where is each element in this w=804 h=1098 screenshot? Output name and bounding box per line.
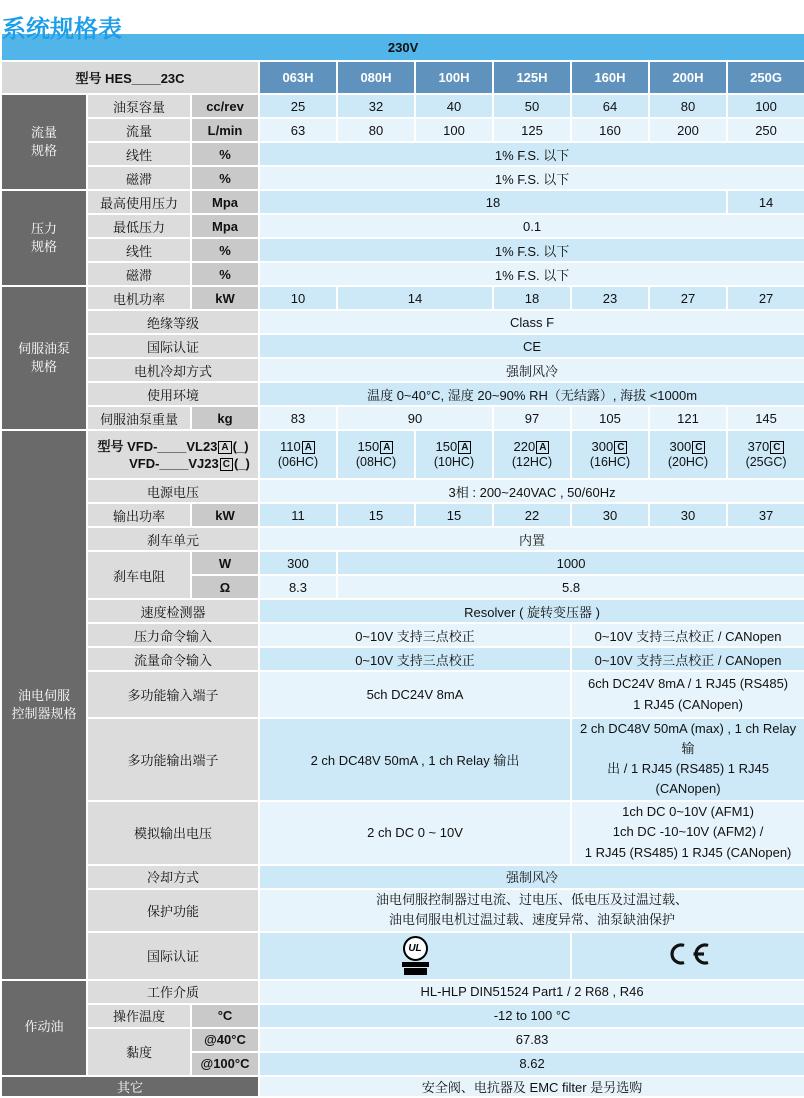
value-cell: 15 <box>337 503 415 527</box>
unit-pump-weight: kg <box>191 406 259 430</box>
value-cell: 200 <box>649 118 727 142</box>
drive-model-cell: 150 A (08HC) <box>337 430 415 479</box>
boxed-letter: A <box>380 441 393 454</box>
row-analog-output <box>1 801 804 865</box>
row-pressure-linearity <box>1 238 804 262</box>
value-cell: 0~10V 支持三点校正 <box>259 623 571 647</box>
value-cell: 1% F.S. 以下 <box>259 238 804 262</box>
value-cell: 64 <box>571 94 649 118</box>
value-cell: 50 <box>493 94 571 118</box>
category-hydraulic-oil: 作动油 <box>1 980 87 1076</box>
value-cell: 11 <box>259 503 337 527</box>
row-flow-rate <box>1 118 804 142</box>
row-output-power <box>1 503 804 527</box>
model-header-row <box>1 61 804 94</box>
value-cell: 5ch DC24V 8mA <box>259 671 571 718</box>
value-cell: CE <box>259 334 804 358</box>
drive-model-cell: 300 C (16HC) <box>571 430 649 479</box>
row-min-pressure <box>1 214 804 238</box>
value-cell: 145 <box>727 406 804 430</box>
value-cell: 300 <box>259 551 337 575</box>
value-cell: 1% F.S. 以下 <box>259 166 804 190</box>
value-cell: 8.3 <box>259 575 337 599</box>
label-flow-linearity: 线性 <box>87 142 191 166</box>
label-speed-detector: 速度检测器 <box>87 599 259 623</box>
unit-flow-rate: L/min <box>191 118 259 142</box>
label-motor-cooling: 电机冷却方式 <box>87 358 259 382</box>
row-multi-input <box>1 671 804 718</box>
unit-pressure-hysteresis: % <box>191 262 259 286</box>
label-brake-unit: 刹车单元 <box>87 527 259 551</box>
value-cell: 100 <box>415 118 493 142</box>
label-pressure-command: 压力命令输入 <box>87 623 259 647</box>
unit-brake-resistor-w: W <box>191 551 259 575</box>
row-protection <box>1 889 804 932</box>
value-cell <box>259 932 571 980</box>
value-cell: 97 <box>493 406 571 430</box>
row-max-pressure <box>1 190 804 214</box>
unit-brake-resistor-ohm: Ω <box>191 575 259 599</box>
unit-flow-linearity: % <box>191 142 259 166</box>
column-header-160h: 160H <box>571 61 649 94</box>
value-cell: 100 <box>727 94 804 118</box>
boxed-letter: A <box>536 441 549 454</box>
value-cell: 0~10V 支持三点校正 / CANopen <box>571 647 804 671</box>
value-cell: 10 <box>259 286 337 310</box>
value-cell: 37 <box>727 503 804 527</box>
row-operating-temp <box>1 1004 804 1028</box>
row-environment <box>1 382 804 406</box>
category-controller-specs: 油电伺服 控制器规格 <box>1 430 87 980</box>
label-pump-weight: 伺服油泵重量 <box>87 406 191 430</box>
value-cell: 32 <box>337 94 415 118</box>
column-header-200h: 200H <box>649 61 727 94</box>
row-pressure-command <box>1 623 804 647</box>
label-protection: 保护功能 <box>87 889 259 932</box>
unit-max-pressure: Mpa <box>191 190 259 214</box>
label-controller-cooling: 冷却方式 <box>87 865 259 889</box>
value-cell: 1% F.S. 以下 <box>259 262 804 286</box>
unit-pump-capacity: cc/rev <box>191 94 259 118</box>
row-working-medium <box>1 980 804 1004</box>
boxed-letter: A <box>458 441 471 454</box>
value-cell: 25 <box>259 94 337 118</box>
drive-model-cell: 150 A (10HC) <box>415 430 493 479</box>
row-supply-voltage <box>1 479 804 503</box>
boxed-letter: A <box>302 441 315 454</box>
value-cell: 18 <box>259 190 727 214</box>
unit-flow-hysteresis: % <box>191 166 259 190</box>
row-motor-cooling <box>1 358 804 382</box>
label-flow-command: 流量命令输入 <box>87 647 259 671</box>
value-cell: 27 <box>649 286 727 310</box>
value-cell: 安全阀、电抗器及 EMC filter 是另选购 <box>259 1076 804 1097</box>
row-pump-weight <box>1 406 804 430</box>
value-cell: 14 <box>727 190 804 214</box>
value-cell: 1% F.S. 以下 <box>259 142 804 166</box>
label-multi-output: 多功能输出端子 <box>87 718 259 801</box>
label-pump-capacity: 油泵容量 <box>87 94 191 118</box>
boxed-letter: A <box>218 441 231 454</box>
row-others <box>1 1076 804 1097</box>
row-speed-detector <box>1 599 804 623</box>
row-pump-certification <box>1 334 804 358</box>
value-cell: 22 <box>493 503 571 527</box>
unit-motor-power: kW <box>191 286 259 310</box>
label-drive-model: 型号 VFD-____VL23 A (_) VFD-____VJ23 C (_) <box>87 430 259 479</box>
value-cell: Resolver ( 旋转变压器 ) <box>259 599 804 623</box>
value-cell: 0.1 <box>259 214 804 238</box>
value-cell: 5.8 <box>337 575 804 599</box>
value-cell: 温度 0~40°C, 湿度 20~90% RH（无结露）, 海拔 <1000m <box>259 382 804 406</box>
label-controller-certification: 国际认证 <box>87 932 259 980</box>
unit-pressure-linearity: % <box>191 238 259 262</box>
drive-model-cell: 220 A (12HC) <box>493 430 571 479</box>
value-cell: 2 ch DC48V 50mA (max) , 1 ch Relay 输 出 / 1 RJ45 (RS485) 1 RJ45 (CANopen) <box>571 718 804 801</box>
value-cell: 80 <box>649 94 727 118</box>
voltage-header: 230V <box>1 33 804 61</box>
value-cell: 121 <box>649 406 727 430</box>
value-cell: 63 <box>259 118 337 142</box>
category-servo-pump-specs: 伺服油泵 规格 <box>1 286 87 430</box>
label-output-power: 输出功率 <box>87 503 191 527</box>
row-flow-linearity <box>1 142 804 166</box>
value-cell: HL-HLP DIN51524 Part1 / 2 R68 , R46 <box>259 980 804 1004</box>
column-header-100h: 100H <box>415 61 493 94</box>
label-supply-voltage: 电源电压 <box>87 479 259 503</box>
value-cell: 8.62 <box>259 1052 804 1076</box>
row-insulation <box>1 310 804 334</box>
value-cell: 23 <box>571 286 649 310</box>
row-brake-unit <box>1 527 804 551</box>
value-cell: 1ch DC 0~10V (AFM1) 1ch DC -10~10V (AFM2) / 1 RJ45 (RS485) 1 RJ45 (CANopen) <box>571 801 804 865</box>
value-cell: 0~10V 支持三点校正 <box>259 647 571 671</box>
value-cell: 27 <box>727 286 804 310</box>
value-cell: 强制风冷 <box>259 358 804 382</box>
value-cell: 90 <box>337 406 493 430</box>
unit-viscosity-40: @40°C <box>191 1028 259 1052</box>
category-pressure-specs: 压力 规格 <box>1 190 87 286</box>
label-max-pressure: 最高使用压力 <box>87 190 191 214</box>
label-brake-resistor: 刹车电阻 <box>87 551 191 599</box>
label-flow-hysteresis: 磁滞 <box>87 166 191 190</box>
value-cell: 14 <box>337 286 493 310</box>
row-drive-model <box>1 430 804 479</box>
drive-model-cell: 300 C (20HC) <box>649 430 727 479</box>
label-working-medium: 工作介质 <box>87 980 259 1004</box>
row-viscosity-40 <box>1 1028 804 1052</box>
unit-min-pressure: Mpa <box>191 214 259 238</box>
value-cell: Class F <box>259 310 804 334</box>
value-cell: -12 to 100 °C <box>259 1004 804 1028</box>
row-pressure-hysteresis <box>1 262 804 286</box>
value-cell: 15 <box>415 503 493 527</box>
value-cell: 250 <box>727 118 804 142</box>
category-others: 其它 <box>1 1076 259 1097</box>
label-pressure-hysteresis: 磁滞 <box>87 262 191 286</box>
boxed-letter: C <box>220 458 233 471</box>
value-cell: 30 <box>571 503 649 527</box>
boxed-letter: C <box>614 441 627 454</box>
value-cell: 6ch DC24V 8mA / 1 RJ45 (RS485) 1 RJ45 (CANopen) <box>571 671 804 718</box>
column-header-125h: 125H <box>493 61 571 94</box>
value-cell: 3相 : 200~240VAC , 50/60Hz <box>259 479 804 503</box>
ul-listed-logo-icon: UL <box>402 936 429 975</box>
value-cell: 内置 <box>259 527 804 551</box>
model-series-label: 型号 HES____23C <box>1 61 259 94</box>
column-header-080h: 080H <box>337 61 415 94</box>
unit-operating-temp: °C <box>191 1004 259 1028</box>
value-cell: 2 ch DC48V 50mA , 1 ch Relay 输出 <box>259 718 571 801</box>
spec-table <box>0 32 804 1098</box>
column-header-063h: 063H <box>259 61 337 94</box>
value-cell: 强制风冷 <box>259 865 804 889</box>
row-motor-power <box>1 286 804 310</box>
row-controller-certification <box>1 932 804 980</box>
boxed-letter: C <box>770 441 783 454</box>
label-environment: 使用环境 <box>87 382 259 406</box>
category-flow-specs: 流量 规格 <box>1 94 87 190</box>
row-pump-capacity <box>1 94 804 118</box>
value-cell <box>571 932 804 980</box>
drive-model-cell: 110 A (06HC) <box>259 430 337 479</box>
label-analog-output: 模拟输出电压 <box>87 801 259 865</box>
label-flow-rate: 流量 <box>87 118 191 142</box>
row-flow-hysteresis <box>1 166 804 190</box>
label-insulation: 绝缘等级 <box>87 310 259 334</box>
row-brake-resistor-w <box>1 551 804 575</box>
value-cell: 18 <box>493 286 571 310</box>
value-cell: 105 <box>571 406 649 430</box>
row-multi-output <box>1 718 804 801</box>
value-cell: 30 <box>649 503 727 527</box>
row-flow-command <box>1 647 804 671</box>
ce-mark-icon <box>665 942 711 969</box>
label-multi-input: 多功能输入端子 <box>87 671 259 718</box>
boxed-letter: C <box>692 441 705 454</box>
value-cell: 1000 <box>337 551 804 575</box>
row-controller-cooling <box>1 865 804 889</box>
page-title: 系统规格表 <box>2 16 122 43</box>
label-min-pressure: 最低压力 <box>87 214 191 238</box>
value-cell: 40 <box>415 94 493 118</box>
unit-viscosity-100: @100°C <box>191 1052 259 1076</box>
unit-output-power: kW <box>191 503 259 527</box>
label-viscosity: 黏度 <box>87 1028 191 1076</box>
value-cell: 0~10V 支持三点校正 / CANopen <box>571 623 804 647</box>
value-cell: 80 <box>337 118 415 142</box>
value-cell: 125 <box>493 118 571 142</box>
label-pump-certification: 国际认证 <box>87 334 259 358</box>
label-pressure-linearity: 线性 <box>87 238 191 262</box>
value-cell: 油电伺服控制器过电流、过电压、低电压及过温过载、 油电伺服电机过温过载、速度异常、油泵缺油保护 <box>259 889 804 932</box>
drive-model-cell: 370 C (25GC) <box>727 430 804 479</box>
column-header-250g: 250G <box>727 61 804 94</box>
value-cell: 67.83 <box>259 1028 804 1052</box>
label-operating-temp: 操作温度 <box>87 1004 191 1028</box>
label-motor-power: 电机功率 <box>87 286 191 310</box>
value-cell: 2 ch DC 0 ~ 10V <box>259 801 571 865</box>
value-cell: 83 <box>259 406 337 430</box>
value-cell: 160 <box>571 118 649 142</box>
